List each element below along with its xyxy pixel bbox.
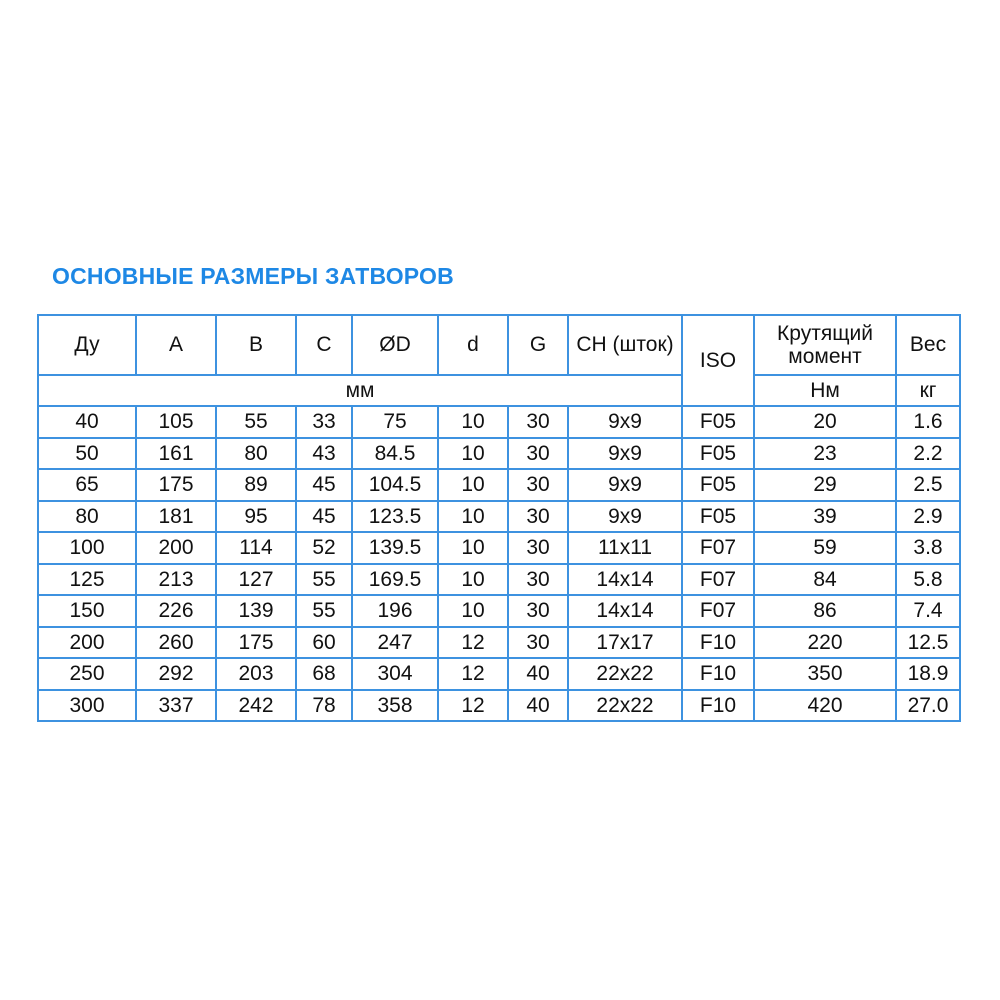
cell-b: 114 <box>216 532 296 564</box>
cell-d: 10 <box>438 595 508 627</box>
table-row <box>38 406 960 438</box>
cell-du: 100 <box>38 532 136 564</box>
cell-du: 125 <box>38 564 136 596</box>
cell-ch: 17x17 <box>568 627 682 659</box>
cell-od: 104.5 <box>352 469 438 501</box>
table-row <box>38 532 960 564</box>
cell-iso: F07 <box>682 532 754 564</box>
cell-od: 84.5 <box>352 438 438 470</box>
cell-weight: 2.5 <box>896 469 960 501</box>
table-units-row <box>38 375 960 406</box>
cell-torque: 420 <box>754 690 896 722</box>
cell-c: 43 <box>296 438 352 470</box>
cell-d: 12 <box>438 658 508 690</box>
header-torque-line2: момент <box>788 345 862 368</box>
cell-g: 30 <box>508 627 568 659</box>
cell-c: 60 <box>296 627 352 659</box>
cell-c: 52 <box>296 532 352 564</box>
dimensions-table <box>37 314 961 722</box>
cell-a: 292 <box>136 658 216 690</box>
cell-g: 30 <box>508 564 568 596</box>
cell-a: 226 <box>136 595 216 627</box>
cell-weight: 7.4 <box>896 595 960 627</box>
cell-ch: 9x9 <box>568 469 682 501</box>
cell-d: 10 <box>438 469 508 501</box>
cell-torque: 59 <box>754 532 896 564</box>
cell-a: 260 <box>136 627 216 659</box>
cell-torque: 29 <box>754 469 896 501</box>
cell-weight: 12.5 <box>896 627 960 659</box>
unit-weight: кг <box>896 375 960 406</box>
cell-b: 175 <box>216 627 296 659</box>
cell-a: 200 <box>136 532 216 564</box>
table-row <box>38 595 960 627</box>
cell-g: 40 <box>508 658 568 690</box>
cell-g: 30 <box>508 501 568 533</box>
cell-torque: 39 <box>754 501 896 533</box>
cell-iso: F10 <box>682 690 754 722</box>
header-torque-line1: Крутящий <box>777 321 873 345</box>
cell-ch: 9x9 <box>568 438 682 470</box>
cell-iso: F10 <box>682 658 754 690</box>
cell-iso: F05 <box>682 406 754 438</box>
cell-weight: 2.2 <box>896 438 960 470</box>
table-row <box>38 501 960 533</box>
cell-d: 10 <box>438 406 508 438</box>
cell-weight: 27.0 <box>896 690 960 722</box>
cell-du: 80 <box>38 501 136 533</box>
table-row <box>38 564 960 596</box>
unit-torque: Нм <box>754 375 896 406</box>
header-iso: ISO <box>682 315 754 406</box>
cell-du: 300 <box>38 690 136 722</box>
cell-od: 169.5 <box>352 564 438 596</box>
cell-iso: F05 <box>682 469 754 501</box>
table-header-row <box>38 315 960 375</box>
cell-od: 247 <box>352 627 438 659</box>
cell-ch: 11x11 <box>568 532 682 564</box>
cell-c: 33 <box>296 406 352 438</box>
cell-g: 40 <box>508 690 568 722</box>
page-title: ОСНОВНЫЕ РАЗМЕРЫ ЗАТВОРОВ <box>52 263 454 289</box>
cell-iso: F07 <box>682 595 754 627</box>
table-row <box>38 690 960 722</box>
cell-od: 358 <box>352 690 438 722</box>
cell-c: 55 <box>296 564 352 596</box>
cell-c: 78 <box>296 690 352 722</box>
cell-c: 45 <box>296 469 352 501</box>
cell-ch: 9x9 <box>568 501 682 533</box>
cell-weight: 18.9 <box>896 658 960 690</box>
cell-g: 30 <box>508 438 568 470</box>
cell-du: 50 <box>38 438 136 470</box>
cell-torque: 350 <box>754 658 896 690</box>
cell-od: 139.5 <box>352 532 438 564</box>
cell-du: 40 <box>38 406 136 438</box>
cell-od: 123.5 <box>352 501 438 533</box>
cell-d: 10 <box>438 438 508 470</box>
cell-g: 30 <box>508 595 568 627</box>
cell-weight: 5.8 <box>896 564 960 596</box>
cell-du: 250 <box>38 658 136 690</box>
cell-od: 196 <box>352 595 438 627</box>
table-body <box>38 406 960 721</box>
header-du: Ду <box>38 315 136 375</box>
cell-b: 127 <box>216 564 296 596</box>
header-weight: Вес <box>896 315 960 375</box>
cell-c: 68 <box>296 658 352 690</box>
cell-du: 200 <box>38 627 136 659</box>
table-row <box>38 627 960 659</box>
cell-ch: 22x22 <box>568 658 682 690</box>
cell-g: 30 <box>508 406 568 438</box>
header-ch: CH (шток) <box>568 315 682 375</box>
cell-c: 45 <box>296 501 352 533</box>
table-row <box>38 469 960 501</box>
cell-d: 10 <box>438 501 508 533</box>
cell-torque: 220 <box>754 627 896 659</box>
cell-iso: F05 <box>682 501 754 533</box>
cell-d: 10 <box>438 564 508 596</box>
cell-a: 175 <box>136 469 216 501</box>
cell-torque: 86 <box>754 595 896 627</box>
cell-torque: 84 <box>754 564 896 596</box>
cell-od: 75 <box>352 406 438 438</box>
cell-du: 150 <box>38 595 136 627</box>
cell-od: 304 <box>352 658 438 690</box>
cell-b: 242 <box>216 690 296 722</box>
cell-weight: 1.6 <box>896 406 960 438</box>
cell-weight: 2.9 <box>896 501 960 533</box>
cell-weight: 3.8 <box>896 532 960 564</box>
cell-ch: 14x14 <box>568 595 682 627</box>
cell-a: 213 <box>136 564 216 596</box>
cell-b: 203 <box>216 658 296 690</box>
cell-a: 105 <box>136 406 216 438</box>
cell-a: 161 <box>136 438 216 470</box>
cell-b: 139 <box>216 595 296 627</box>
cell-b: 55 <box>216 406 296 438</box>
cell-a: 181 <box>136 501 216 533</box>
header-od: ØD <box>352 315 438 375</box>
cell-du: 65 <box>38 469 136 501</box>
cell-b: 95 <box>216 501 296 533</box>
cell-a: 337 <box>136 690 216 722</box>
cell-torque: 20 <box>754 406 896 438</box>
cell-ch: 14x14 <box>568 564 682 596</box>
header-torque <box>754 315 896 375</box>
cell-d: 12 <box>438 690 508 722</box>
header-b: B <box>216 315 296 375</box>
cell-d: 12 <box>438 627 508 659</box>
header-c: C <box>296 315 352 375</box>
cell-iso: F10 <box>682 627 754 659</box>
cell-g: 30 <box>508 469 568 501</box>
cell-torque: 23 <box>754 438 896 470</box>
header-g: G <box>508 315 568 375</box>
unit-mm: мм <box>38 375 682 406</box>
cell-ch: 9x9 <box>568 406 682 438</box>
header-d: d <box>438 315 508 375</box>
cell-g: 30 <box>508 532 568 564</box>
table-row <box>38 438 960 470</box>
cell-iso: F05 <box>682 438 754 470</box>
header-a: A <box>136 315 216 375</box>
cell-b: 80 <box>216 438 296 470</box>
cell-iso: F07 <box>682 564 754 596</box>
cell-ch: 22x22 <box>568 690 682 722</box>
cell-d: 10 <box>438 532 508 564</box>
cell-b: 89 <box>216 469 296 501</box>
cell-c: 55 <box>296 595 352 627</box>
table-row <box>38 658 960 690</box>
